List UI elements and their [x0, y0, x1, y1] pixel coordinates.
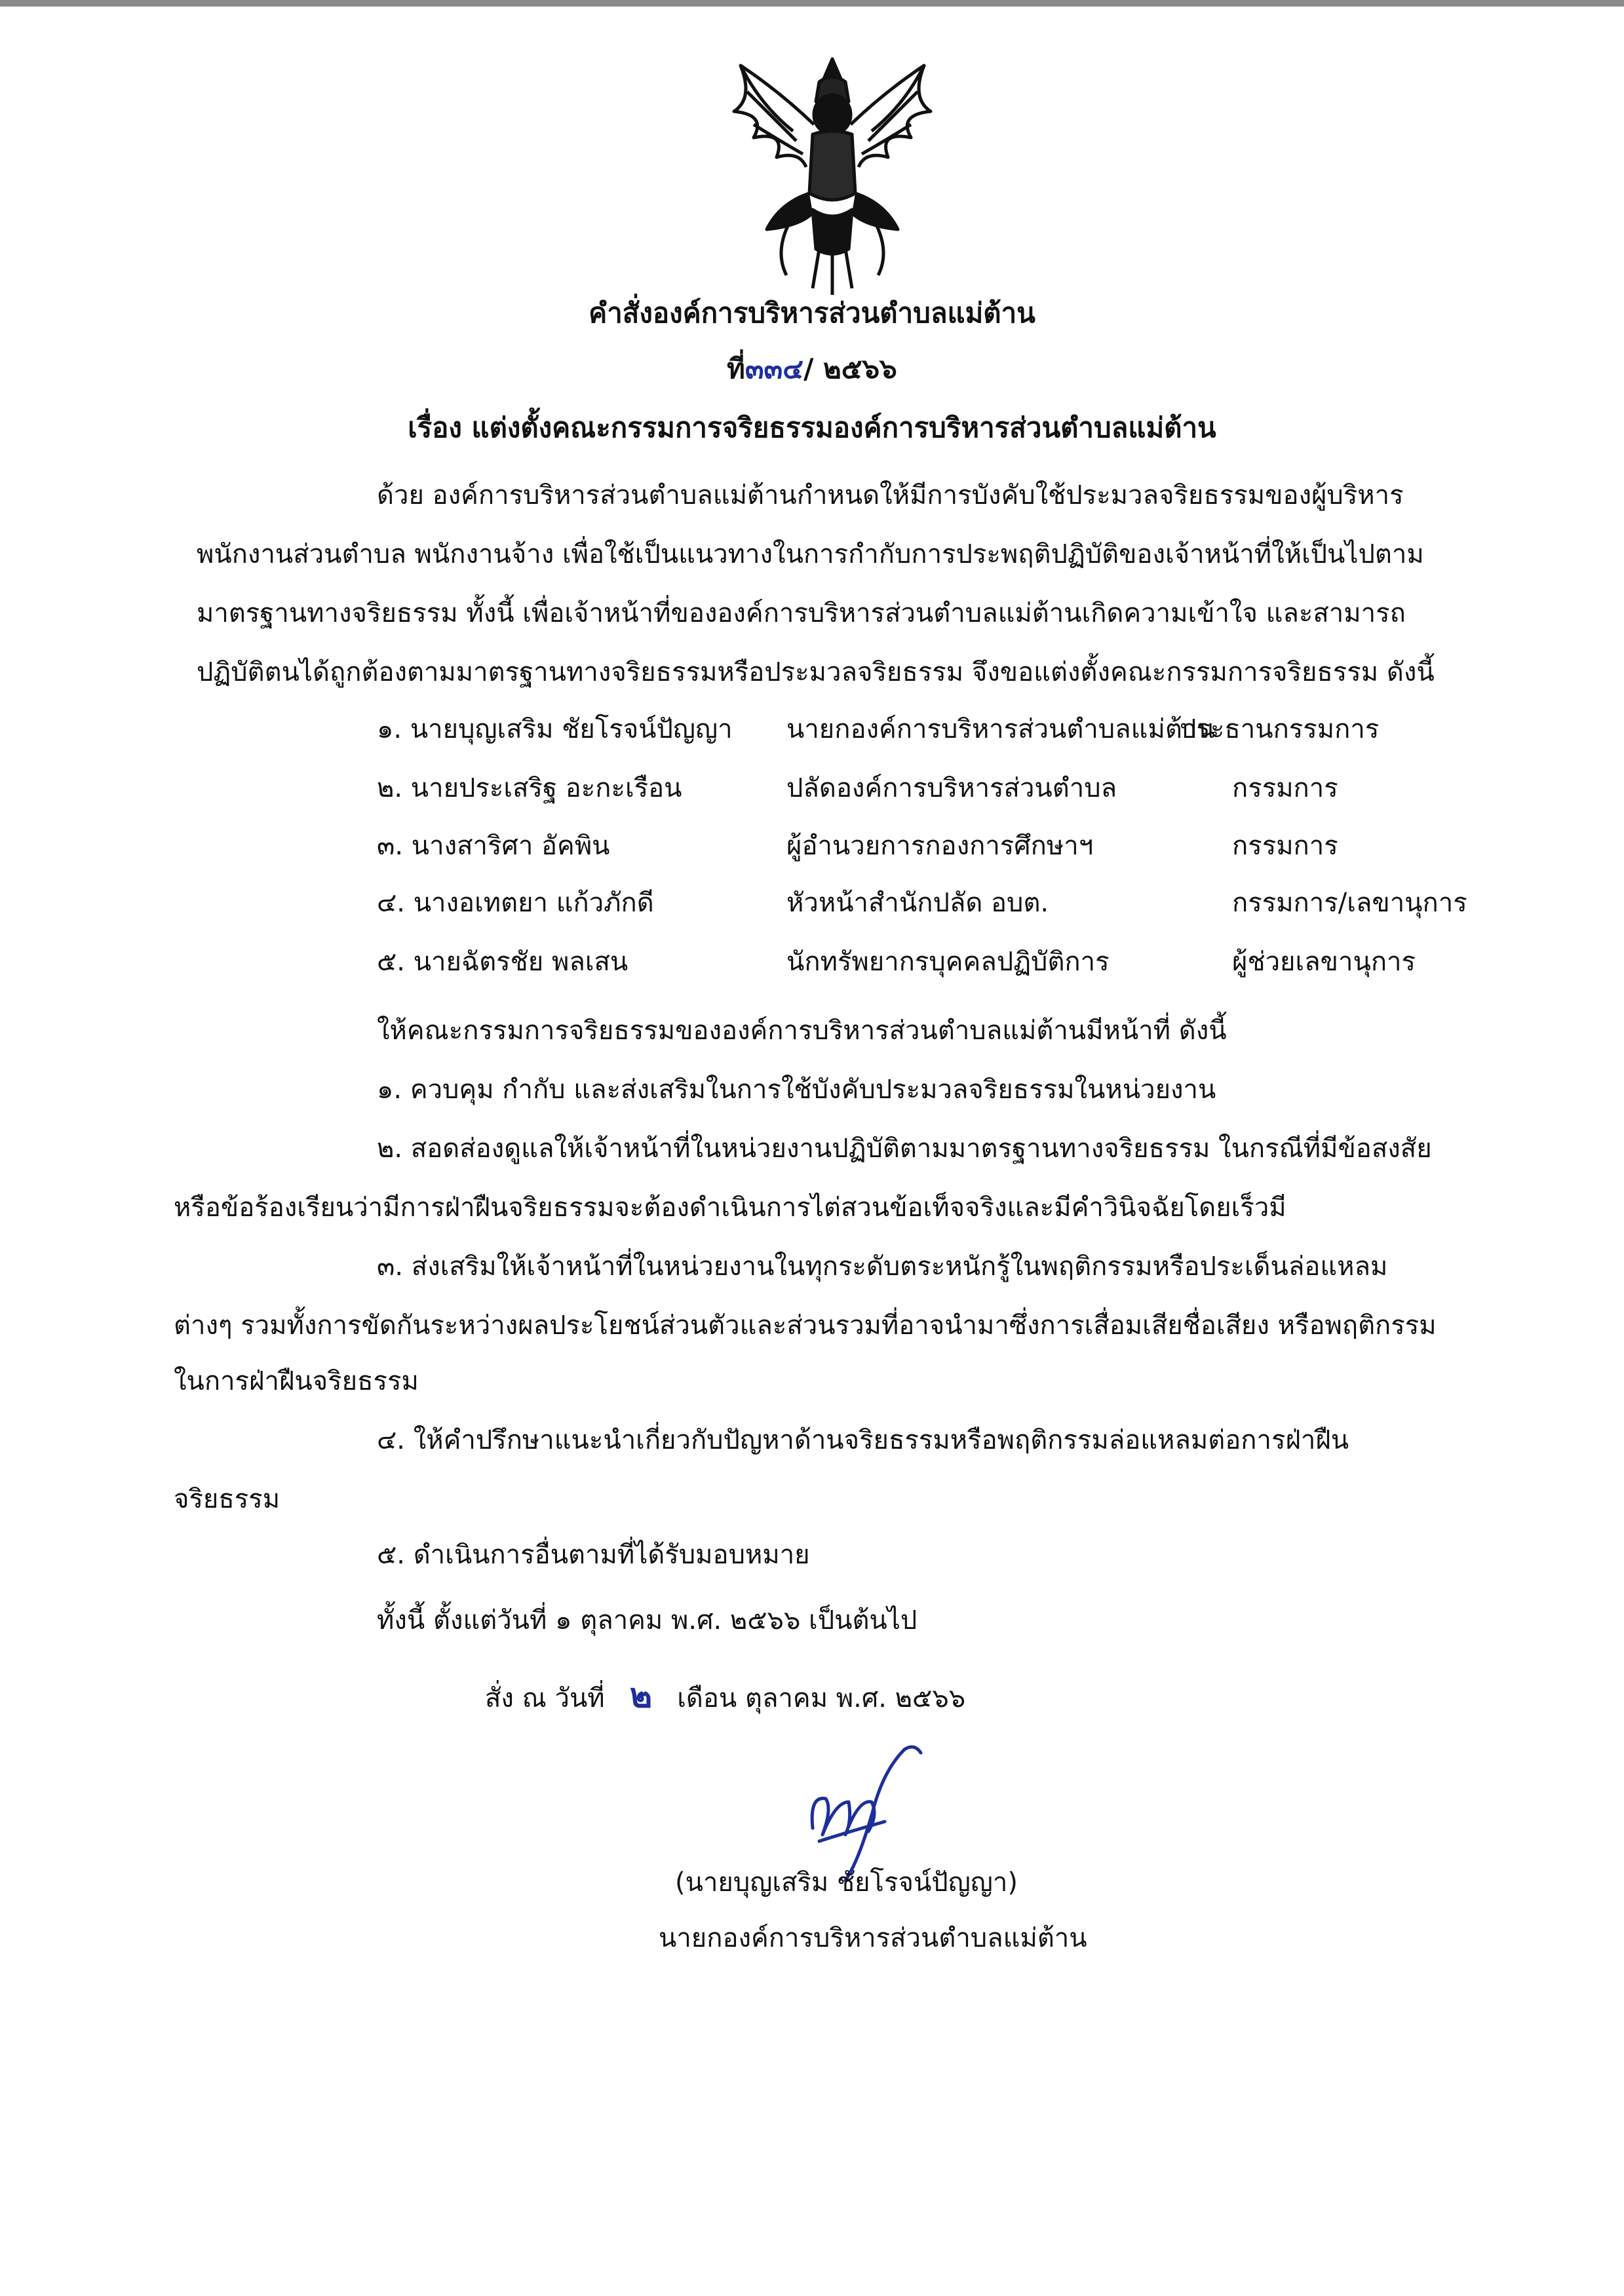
intro-line: พนักงานส่วนตำบล พนักงานจ้าง เพื่อใช้เป็นแนวทางในการกำกับการประพฤติปฏิบัติของเจ้าหน้าที่ให้เป็นไปตาม	[197, 539, 1424, 569]
duty-line: ๕. ดำเนินการอื่นตามที่ได้รับมอบหมาย	[377, 1540, 810, 1570]
intro-line: ปฏิบัติตนได้ถูกต้องตามมาตรฐานทางจริยธรรมหรือประมวลจริยธรรม จึงขอแต่งตั้งคณะกรรมการจริยธรรม ดังนี้	[197, 657, 1435, 687]
subject-line: เรื่อง แต่งตั้งคณะกรรมการจริยธรรมองค์การบริหารส่วนตำบลแม่ต้าน	[408, 411, 1216, 444]
duty-line: ๑. ควบคุม กำกับ และส่งเสริมในการใช้บังคับประมวลจริยธรรมในหน่วยงาน	[377, 1075, 1216, 1105]
member-role: ผู้ช่วยเลขานุการ	[1232, 947, 1416, 977]
duty-line: ๒. สอดส่องดูแลให้เจ้าหน้าที่ในหน่วยงานปฏิบัติตามมาตรฐานทางจริยธรรม ในกรณีที่มีข้อสงสัย	[377, 1134, 1432, 1164]
signatory-name: (นายบุญเสริม ชัยโรจน์ปัญญา)	[675, 1867, 1018, 1898]
duties-intro: ให้คณะกรรมการจริยธรรมขององค์การบริหารส่วนตำบลแม่ต้านมีหน้าที่ ดังนี้	[377, 1016, 1227, 1046]
member-role: ประธานกรรมการ	[1180, 714, 1380, 744]
duty-line: ต่างๆ รวมทั้งการขัดกันระหว่างผลประโยชน์ส่วนตัวและส่วนรวมที่อาจนำมาซึ่งการเสื่อมเสียชื่อเสียง หรือพฤติกรรม	[174, 1311, 1437, 1341]
intro-line: มาตรฐานทางจริยธรรม ทั้งนี้ เพื่อเจ้าหน้าที่ขององค์การบริหารส่วนตำบลแม่ต้านเกิดความเข้าใจ และสามารถ	[197, 598, 1406, 628]
duty-line: ในการฝ่าฝืนจริยธรรม	[174, 1366, 419, 1396]
order-number: ที่๓๓๔/ ๒๕๖๖	[727, 353, 897, 385]
member-name: ๑. นายบุญเสริม ชัยโรจน์ปัญญา	[377, 714, 733, 744]
garuda-emblem-icon	[714, 52, 950, 301]
effective-date: ทั้งนี้ ตั้งแต่วันที่ ๑ ตุลาคม พ.ศ. ๒๕๖๖ เป็นต้นไป	[377, 1605, 918, 1636]
ordered-date: สั่ง ณ วันที่ ๒ เดือน ตุลาคม พ.ศ. ๒๕๖๖	[485, 1676, 966, 1715]
member-role: กรรมการ	[1232, 773, 1338, 803]
member-position: ผู้อำนวยการกองการศึกษาฯ	[786, 831, 1094, 861]
scan-edge	[0, 0, 1624, 7]
member-position: นายกองค์การบริหารส่วนตำบลแม่ต้าน	[786, 714, 1215, 744]
signatory-title: นายกองค์การบริหารส่วนตำบลแม่ต้าน	[659, 1923, 1087, 1953]
member-position: หัวหน้าสำนักปลัด อบต.	[786, 888, 1049, 918]
member-position: ปลัดองค์การบริหารส่วนตำบล	[786, 773, 1117, 803]
member-name: ๔. นางอเทตยา แก้วภักดี	[377, 888, 654, 918]
handwritten-number: ๓๓๔	[744, 353, 804, 385]
handwritten-day: ๒	[629, 1676, 653, 1715]
duty-line: จริยธรรม	[174, 1484, 280, 1514]
intro-line: ด้วย องค์การบริหารส่วนตำบลแม่ต้านกำหนดให้มีการบังคับใช้ประมวลจริยธรรมของผู้บริหาร	[377, 480, 1404, 510]
member-name: ๓. นางสาริศา อัคพิน	[377, 831, 610, 861]
member-role: กรรมการ	[1232, 831, 1338, 861]
duty-line: ๓. ส่งเสริมให้เจ้าหน้าที่ในหน่วยงานในทุกระดับตระหนักรู้ในพฤติกรรมหรือประเด็นล่อแหลม	[377, 1252, 1388, 1282]
document-title: คำสั่งองค์การบริหารส่วนตำบลแม่ต้าน	[589, 297, 1035, 329]
duty-line: หรือข้อร้องเรียนว่ามีการฝ่าฝืนจริยธรรมจะต้องดำเนินการไต่สวนข้อเท็จจริงและมีคำวินิจฉัยโดยเร็วมี	[174, 1193, 1286, 1223]
member-position: นักทรัพยากรบุคคลปฏิบัติการ	[786, 947, 1110, 977]
member-role: กรรมการ/เลขานุการ	[1232, 888, 1467, 918]
member-name: ๒. นายประเสริฐ อะกะเรือน	[377, 773, 682, 803]
member-name: ๕. นายฉัตรชัย พลเสน	[377, 947, 628, 977]
duty-line: ๔. ให้คำปรึกษาแนะนำเกี่ยวกับปัญหาด้านจริยธรรมหรือพฤติกรรมล่อแหลมต่อการฝ่าฝืน	[377, 1425, 1349, 1455]
